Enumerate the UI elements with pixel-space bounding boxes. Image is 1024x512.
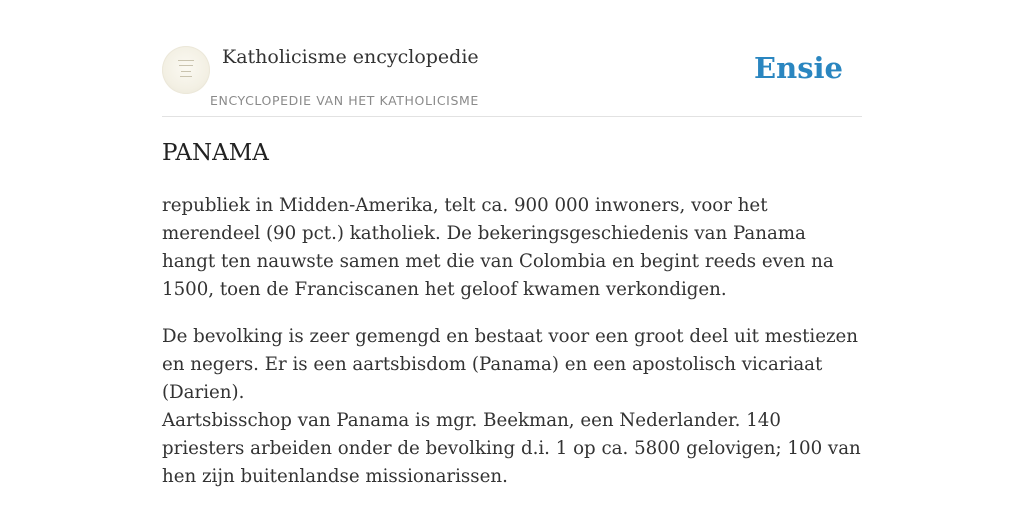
article-paragraph: Aartsbisschop van Panama is mgr. Beekman, een Nederlander. 140 priesters arbeiden onder de bevolking d.i. 1 op ca. 5800 gelovigen; 100 van hen zijn buitenlandse missionarissen. xyxy=(162,410,861,487)
encyclopedia-subtitle: ENCYCLOPEDIE VAN HET KATHOLICISME xyxy=(210,93,479,108)
encyclopedia-title[interactable]: Katholicisme encyclopedie xyxy=(222,46,479,68)
article-paragraph: De bevolking is zeer gemengd en bestaat voor een groot deel uit mestiezen en negers. Er is een aartsbisdom (Panama) en een apostolisch vicariaat (Darien). xyxy=(162,326,859,403)
article-title: PANAMA xyxy=(162,140,269,166)
ensie-logo-link[interactable]: Ensie xyxy=(754,51,843,85)
page-header xyxy=(162,0,862,117)
article-paragraph: republiek in Midden-Amerika, telt ca. 900 000 inwoners, voor het merendeel (90 pct.) katholiek. De bekeringsgeschiedenis van Panama hangt ten nauwste samen met die van Colombia en begint reeds even na 1500, toen de Franciscanen het geloof kwamen verkondigen. xyxy=(162,195,834,300)
encyclopedia-cover-thumbnail[interactable] xyxy=(162,46,210,94)
